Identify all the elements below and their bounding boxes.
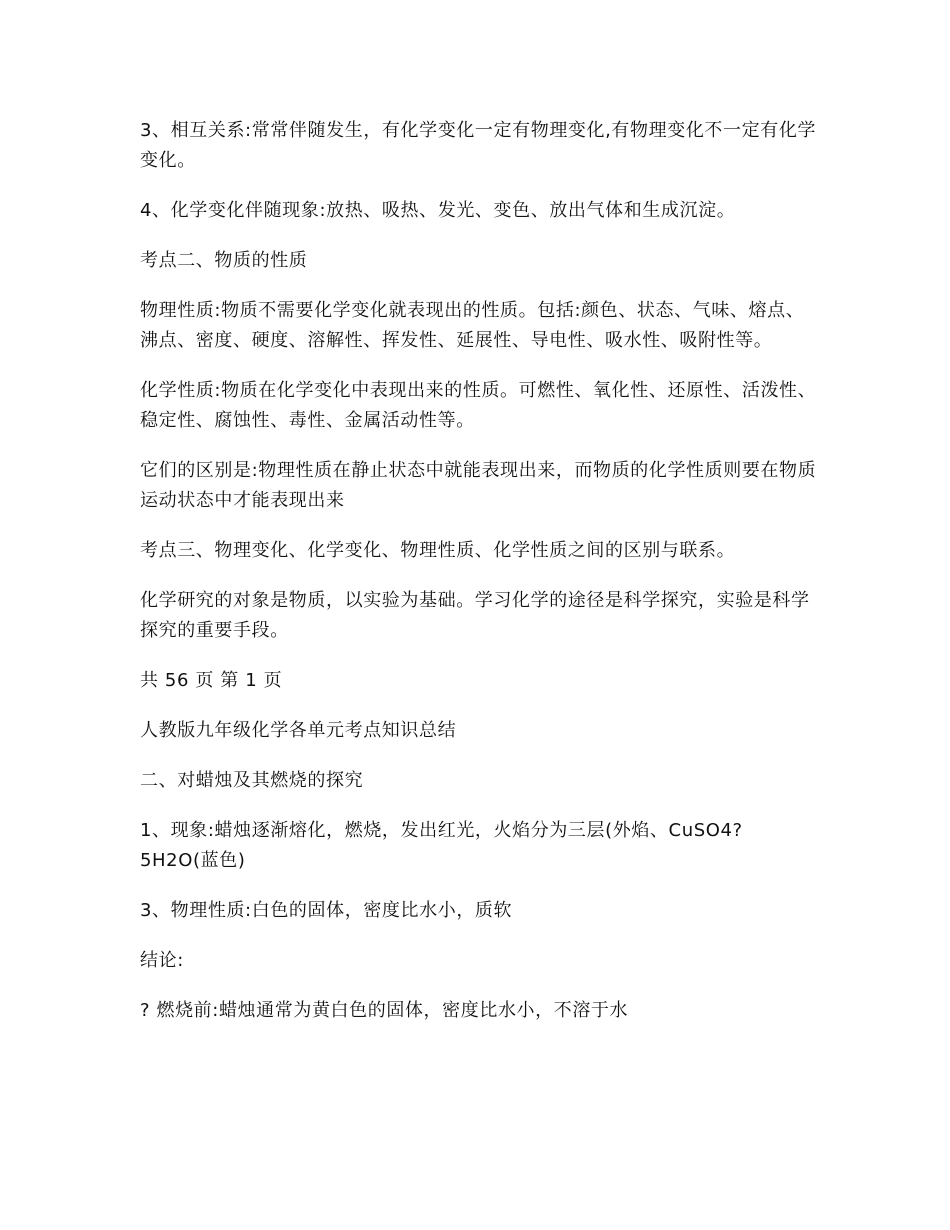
paragraph-relationship: 3、相互关系:常常伴随发生，有化学变化一定有物理变化,有物理变化不一定有化学变化。 (140, 120, 817, 171)
document-body (140, 116, 820, 1046)
paragraph-phenomena: 4、化学变化伴随现象:放热、吸热、发光、变色、放出气体和生成沉淀。 (140, 200, 736, 221)
paragraph-candle-phenomenon: 1、现象:蜡烛逐渐熔化，燃烧，发出红光，火焰分为三层(外焰、CuSO4?5H2O(蓝色) (140, 820, 743, 871)
paragraph-physical-properties: 物理性质:物质不需要化学变化就表现出的性质。包括:颜色、状态、气味、熔点、沸点、密度、硬度、溶解性、挥发性、延展性、导电性、吸水性、吸附性等。 (140, 300, 805, 351)
page-counter: 共 56 页 第 1 页 (140, 670, 283, 691)
heading-candle-exploration: 二、对蜡烛及其燃烧的探究 (140, 770, 364, 791)
paragraph-research-object: 化学研究的对象是物质，以实验为基础。学习化学的途径是科学探究，实验是科学探究的重要手段。 (140, 590, 810, 641)
paragraph-difference: 它们的区别是:物理性质在静止状态中就能表现出来，而物质的化学性质则要在物质运动状态中才能表现出来 (140, 460, 817, 511)
document-title: 人教版九年级化学各单元考点知识总结 (140, 720, 457, 741)
heading-point-two: 考点二、物质的性质 (140, 250, 308, 271)
paragraph-chemical-properties: 化学性质:物质在化学变化中表现出来的性质。可燃性、氧化性、还原性、活泼性、稳定性、腐蚀性、毒性、金属活动性等。 (140, 380, 817, 431)
heading-point-three: 考点三、物理变化、化学变化、物理性质、化学性质之间的区别与联系。 (140, 540, 736, 561)
paragraph-candle-physical: 3、物理性质:白色的固体，密度比水小，质软 (140, 900, 513, 921)
heading-conclusion: 结论: (140, 950, 184, 971)
paragraph-before-burning: ? 燃烧前:蜡烛通常为黄白色的固体，密度比水小，不溶于水 (140, 1000, 629, 1021)
